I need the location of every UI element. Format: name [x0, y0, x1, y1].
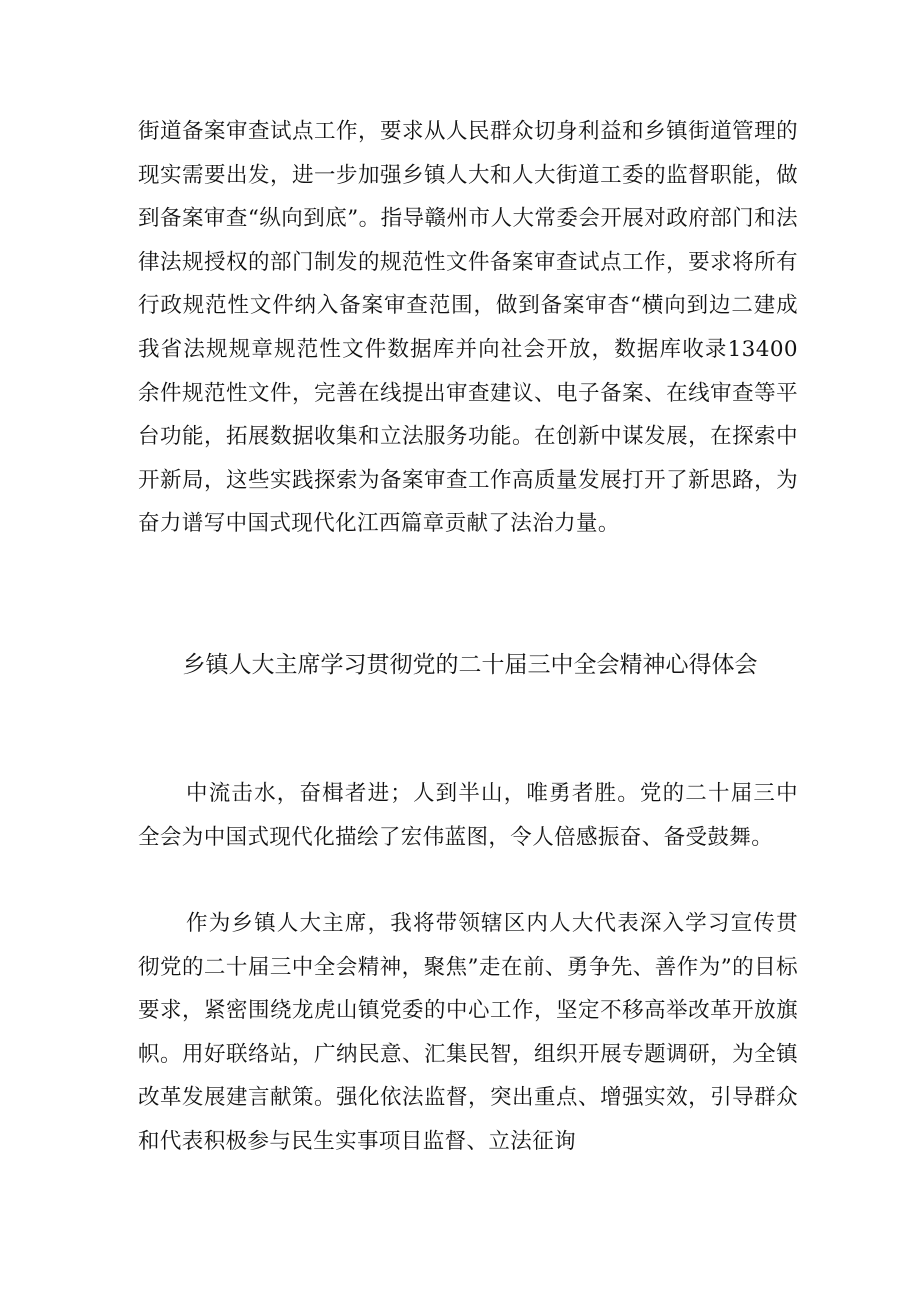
body-paragraph-role: 作为乡镇人大主席，我将带领辖区内人大代表深入学习宣传贯彻党的二十届三中全会精神，聚焦”走在前、勇争先、善作为”的目标要求，紧密围绕龙虎山镇党委的中心工作，坚定不移高举改革开放旗帜。用好联络站，广纳民意、汇集民智，组织开展专题调研，为全镇改革发展建言献策。强化依法监督，突出重点、增强实效，引导群众和代表积极参与民生实事项目监督、立法征询 [138, 911, 798, 1154]
section-title: 乡镇人大主席学习贯彻党的二十届三中全会精神心得体会 [182, 652, 758, 678]
body-paragraph-continued: 街道备案审查试点工作，要求从人民群众切身利益和乡镇街道管理的现实需要出发，进一步加强乡镇人大和人大街道工委的监督职能，做到备案审查“纵向到底”。指导赣州市人大常委会开展对政府部门和法律法规授权的部门制发的规范性文件备案审查试点工作，要求将所有行政规范性文件纳入备案审查范围，做到备案审杳“横向到边二建成我省法规规章规范性文件数据库并向社会开放，数据库收录13400余件规范性文件，完善在线提出审查建议、电子备案、在线审查等平台功能，拓展数据收集和立法服务功能。在创新中谋发展，在探索中开新局，这些实践探索为备案审查工作高质量发展打开了新思路，为奋力谱写中国式现代化江西篇章贡献了法治力量。 [138, 119, 798, 537]
body-paragraph-intro: 中流击水，奋楫者进；人到半山，唯勇者胜。党的二十届三中全会为中国式现代化描绘了宏伟蓝图，令人倍感振奋、备受鼓舞。 [138, 781, 798, 850]
